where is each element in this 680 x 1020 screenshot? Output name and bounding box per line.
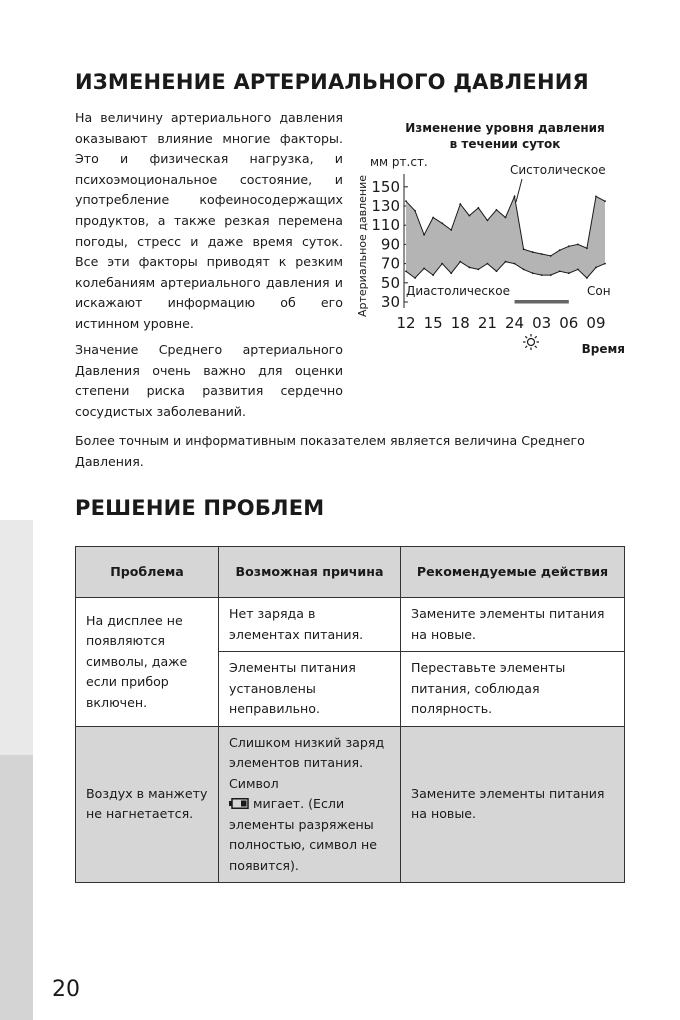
data-point bbox=[423, 234, 425, 236]
data-point bbox=[514, 263, 516, 265]
x-tick-label: 09 bbox=[586, 314, 606, 332]
x-tick-label: 24 bbox=[504, 314, 525, 332]
data-point bbox=[477, 207, 479, 209]
table-row bbox=[76, 598, 625, 652]
y-tick-label: 110 bbox=[371, 216, 400, 235]
data-point bbox=[414, 210, 416, 212]
page-number: 20 bbox=[52, 977, 80, 1002]
cause-low-charge-text2: мигает. (Если элементы разряжены полностью, символ не появится). bbox=[229, 796, 377, 873]
sleep-period-bar bbox=[515, 300, 569, 304]
data-point bbox=[459, 203, 461, 205]
chart-title-line2: в течении суток bbox=[449, 137, 561, 151]
data-point bbox=[604, 200, 606, 202]
data-point bbox=[405, 200, 407, 202]
systolic-arrow bbox=[516, 179, 522, 202]
data-point bbox=[550, 274, 552, 276]
data-point bbox=[541, 253, 543, 255]
data-point bbox=[432, 217, 434, 219]
data-point bbox=[577, 268, 579, 270]
y-tick-label: 30 bbox=[380, 293, 400, 311]
side-strip-dark bbox=[0, 755, 33, 1020]
problem-no-inflation: Воздух в манжету не нагнетается. bbox=[76, 726, 219, 883]
troubleshooting-table bbox=[75, 546, 625, 883]
action-replace-batteries: Замените элементы питания на новые. bbox=[401, 598, 625, 652]
paragraph-mean-indicator: Более точным и информативным показателем является величина Среднего Давления. bbox=[75, 433, 585, 469]
data-point bbox=[541, 274, 543, 276]
pressure-band bbox=[406, 196, 605, 278]
action-replace-batteries-2: Замените элементы питания на новые. bbox=[401, 726, 625, 883]
data-point bbox=[568, 245, 570, 247]
data-point bbox=[496, 209, 498, 211]
x-tick-label: 21 bbox=[477, 314, 497, 332]
data-point bbox=[432, 274, 434, 276]
x-tick-label: 18 bbox=[450, 314, 470, 332]
data-point bbox=[459, 261, 461, 263]
data-point bbox=[441, 263, 443, 265]
data-point bbox=[523, 248, 525, 250]
data-point bbox=[487, 220, 489, 222]
table-header-row bbox=[76, 547, 625, 598]
data-point bbox=[532, 251, 534, 253]
pressure-chart bbox=[350, 112, 635, 362]
x-ticks bbox=[396, 314, 605, 332]
side-strip-light bbox=[0, 520, 33, 755]
data-point bbox=[405, 270, 407, 272]
data-point bbox=[559, 249, 561, 251]
data-point bbox=[514, 196, 516, 198]
x-tick-label: 15 bbox=[423, 314, 443, 332]
data-point bbox=[468, 215, 470, 217]
cause-low-charge bbox=[219, 726, 401, 883]
data-point bbox=[595, 267, 597, 269]
data-point bbox=[423, 268, 425, 270]
paragraph-factors: На величину артериального давления оказывают влияние многие факторы. Это и физическая нагрузка, и психоэмоциональное состояние, и употребление кофеиносодержащих продуктов, а также резкая перемена погоды, стресс и даже время суток. Все эти факторы приводят к резким колебаниям артериального давления и искажают информацию об его истинном уровне. bbox=[75, 110, 343, 331]
cause-no-charge: Нет заряда в элементах питания. bbox=[219, 598, 401, 652]
section-title-pressure: ИЗМЕНЕНИЕ АРТЕРИАЛЬНОГО ДАВЛЕНИЯ bbox=[75, 70, 589, 94]
data-point bbox=[450, 229, 452, 231]
sun-icon bbox=[523, 334, 539, 350]
header-problem: Проблема bbox=[76, 547, 219, 598]
section-title-problems: РЕШЕНИЕ ПРОБЛЕМ bbox=[75, 496, 325, 520]
data-point bbox=[532, 272, 534, 274]
cause-wrong-install: Элементы питания установлены неправильно. bbox=[219, 652, 401, 727]
data-point bbox=[477, 268, 479, 270]
y-tick-label: 90 bbox=[380, 235, 400, 254]
diastolic-label: Диастолическое bbox=[406, 284, 510, 298]
data-point bbox=[441, 222, 443, 224]
chart-title-line1: Изменение уровня давления bbox=[405, 121, 605, 135]
data-point bbox=[414, 277, 416, 279]
data-point bbox=[505, 217, 507, 219]
x-tick-label: 12 bbox=[396, 314, 416, 332]
data-point bbox=[523, 268, 525, 270]
x-tick-label: 03 bbox=[532, 314, 552, 332]
data-point bbox=[577, 244, 579, 246]
chart-unit: мм рт.ст. bbox=[370, 155, 428, 169]
paragraph-mean-pressure: Значение Среднего артериального Давления очень важно для оценки степени риска развития сердечно сосудистых заболеваний. bbox=[75, 342, 343, 419]
data-point bbox=[496, 270, 498, 272]
sleep-label: Сон bbox=[587, 284, 611, 298]
data-point bbox=[586, 247, 588, 249]
data-point bbox=[568, 272, 570, 274]
header-action: Рекомендуемые действия bbox=[401, 547, 625, 598]
systolic-label: Систолическое bbox=[510, 163, 606, 177]
cause-low-charge-text1: Слишком низкий заряд элементов питания. Символ bbox=[229, 734, 385, 791]
data-point bbox=[559, 270, 561, 272]
data-point bbox=[550, 255, 552, 257]
problem-no-symbols: На дисплее не появляются символы, даже если прибор включен. bbox=[76, 598, 219, 727]
chart-ylabel: Артериальное давление bbox=[356, 175, 369, 317]
table-row bbox=[76, 726, 625, 883]
data-point bbox=[586, 277, 588, 279]
battery-icon bbox=[229, 798, 249, 809]
data-point bbox=[604, 263, 606, 265]
data-point bbox=[595, 196, 597, 198]
y-tick-label: 50 bbox=[380, 273, 400, 292]
y-ticks bbox=[371, 178, 408, 311]
data-point bbox=[468, 267, 470, 269]
data-point bbox=[505, 261, 507, 263]
header-cause: Возможная причина bbox=[219, 547, 401, 598]
y-tick-label: 70 bbox=[380, 254, 400, 273]
moon-icon bbox=[458, 340, 474, 351]
data-point bbox=[487, 263, 489, 265]
action-reinsert-batteries: Переставьте элементы питания, соблюдая полярность. bbox=[401, 652, 625, 727]
x-tick-label: 06 bbox=[559, 314, 579, 332]
chart-xlabel: Время bbox=[581, 342, 625, 356]
y-tick-label: 130 bbox=[371, 197, 400, 215]
data-point bbox=[450, 272, 452, 274]
y-tick-label: 150 bbox=[371, 177, 400, 196]
